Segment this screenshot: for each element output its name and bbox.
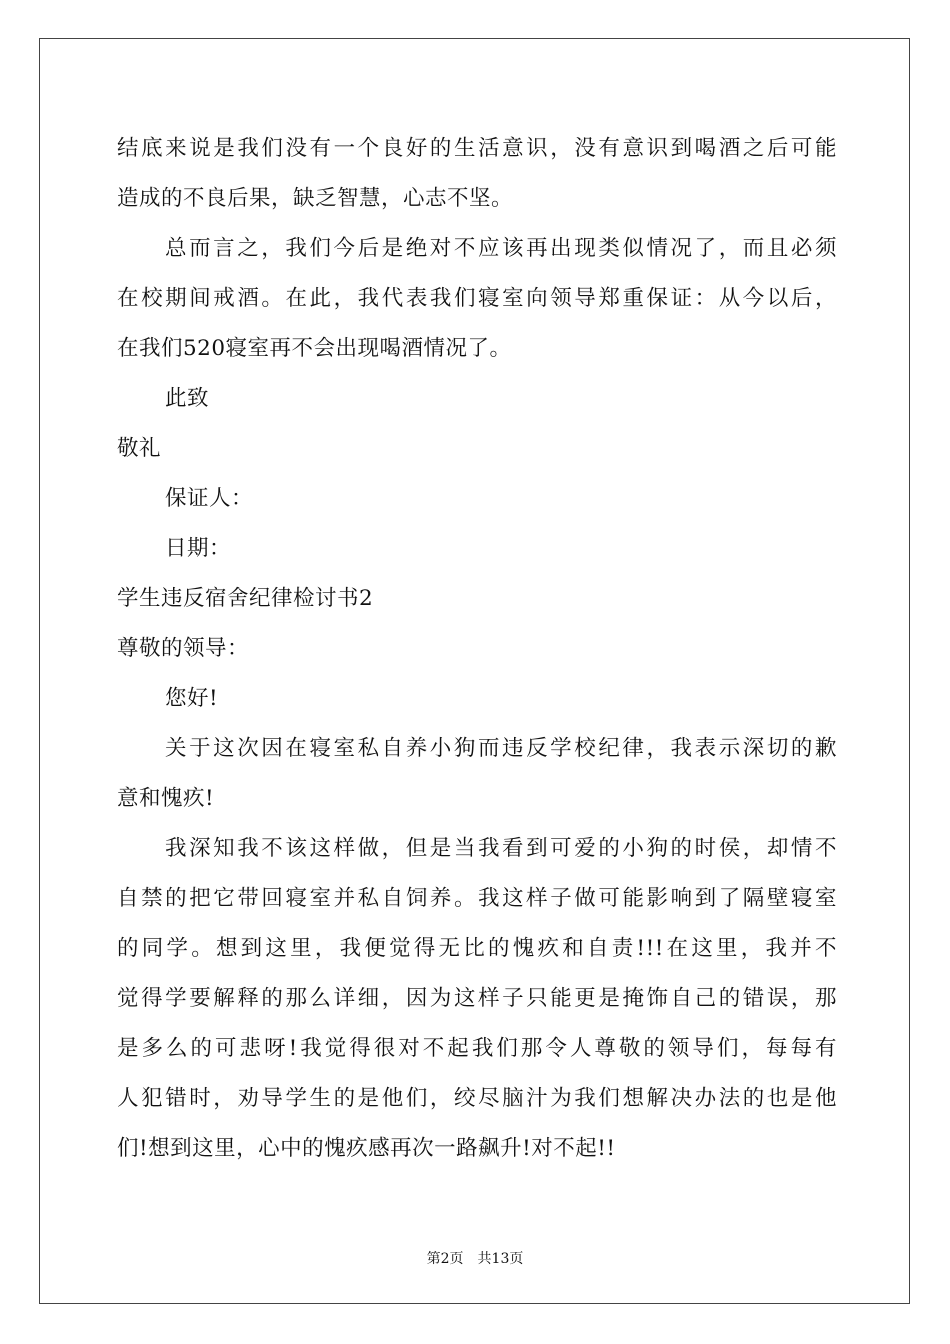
greeting-hello: 您好! bbox=[165, 686, 219, 711]
paragraph-line: 关于这次因在寝室私自养小狗而违反学校纪律，我表示深切的歉 bbox=[165, 736, 837, 761]
closing-regards: 敬礼 bbox=[117, 436, 162, 461]
page-footer bbox=[0, 1248, 950, 1268]
page-total: 共13页 bbox=[477, 1251, 524, 1267]
section-title: 学生违反宿舍纪律检讨书2 bbox=[117, 586, 374, 611]
paragraph-line: 人犯错时，劝导学生的是他们，绞尽脑汁为我们想解决办法的也是他 bbox=[117, 1086, 837, 1111]
closing-salutation: 此致 bbox=[165, 386, 210, 411]
document-body bbox=[117, 124, 837, 1174]
paragraph-line: 在我们520寝室再不会出现喝酒情况了。 bbox=[117, 336, 512, 361]
paragraph-line: 的同学。想到这里，我便觉得无比的愧疚和自责!!!在这里，我并不 bbox=[117, 936, 837, 961]
paragraph-line: 我深知我不该这样做，但是当我看到可爱的小狗的时侯，却情不 bbox=[165, 836, 837, 861]
paragraph-line: 意和愧疚! bbox=[117, 786, 215, 811]
paragraph-line: 在校期间戒酒。在此，我代表我们寝室向领导郑重保证：从今以后， bbox=[117, 286, 837, 311]
paragraph-line: 结底来说是我们没有一个良好的生活意识，没有意识到喝酒之后可能 bbox=[117, 136, 837, 161]
paragraph-line: 觉得学要解释的那么详细，因为这样子只能更是掩饰自己的错误，那 bbox=[117, 986, 837, 1011]
date-label: 日期： bbox=[165, 536, 232, 561]
greeting-recipient: 尊敬的领导： bbox=[117, 636, 250, 661]
guarantor-label: 保证人： bbox=[165, 486, 254, 511]
paragraph-line: 总而言之，我们今后是绝对不应该再出现类似情况了，而且必须 bbox=[165, 236, 837, 261]
paragraph-line: 是多么的可悲呀!我觉得很对不起我们那令人尊敬的领导们，每每有 bbox=[117, 1036, 837, 1061]
page-number: 第2页 bbox=[426, 1251, 464, 1267]
paragraph-line: 自禁的把它带回寝室并私自饲养。我这样子做可能影响到了隔壁寝室 bbox=[117, 886, 837, 911]
paragraph-line: 们!想到这里，心中的愧疚感再次一路飙升!对不起!! bbox=[117, 1136, 616, 1161]
paragraph-line: 造成的不良后果，缺乏智慧，心志不坚。 bbox=[117, 186, 514, 211]
